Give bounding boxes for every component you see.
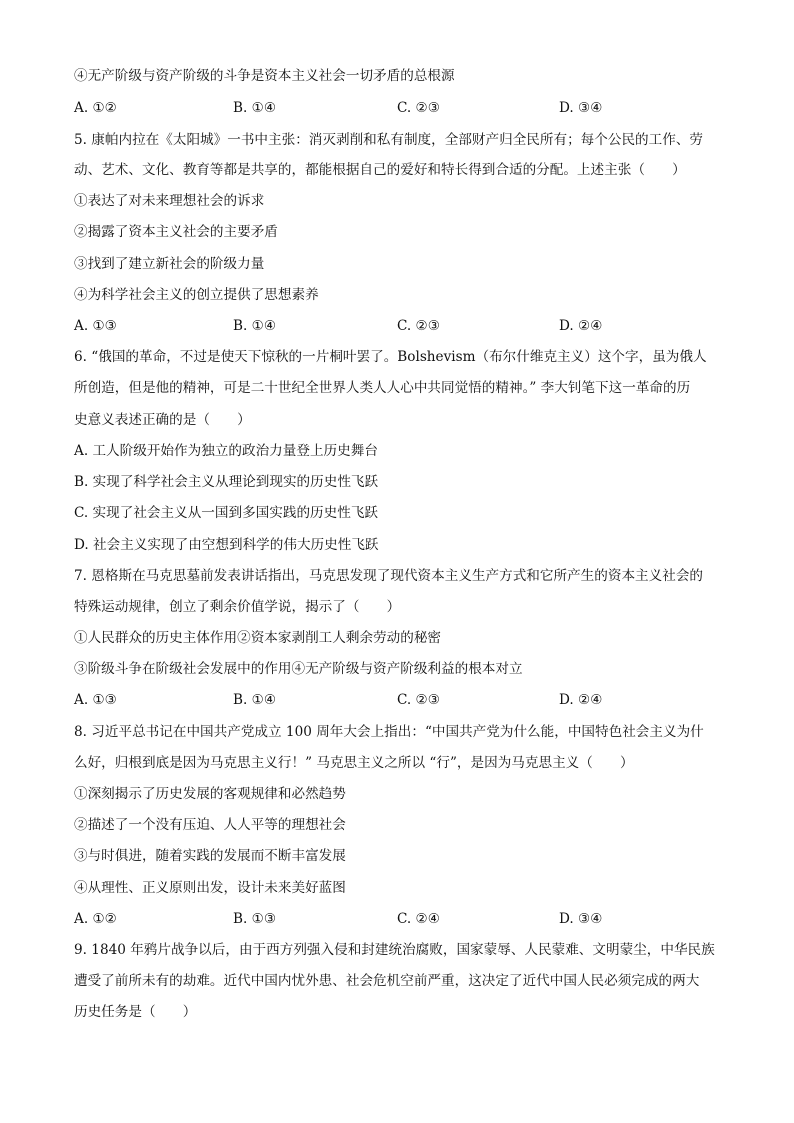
q5-option-a: A. ①③ bbox=[74, 318, 117, 334]
q6-option-b: B. 实现了科学社会主义从理论到现实的历史性飞跃 bbox=[74, 474, 379, 490]
q8-stem-line-1: 8. 习近平总书记在中国共产党成立 100 周年大会上指出：“中国共产党为什么能，中国特色社会主义为什 bbox=[74, 724, 704, 740]
q5-option-c: C. ②③ bbox=[397, 318, 440, 334]
q8-item-2: ②描述了一个没有压迫、人人平等的理想社会 bbox=[74, 817, 346, 833]
q8-option-c: C. ②④ bbox=[397, 911, 440, 927]
q4-item-4: ④无产阶级与资产阶级的斗争是资本主义社会一切矛盾的总根源 bbox=[74, 68, 455, 84]
q8-option-b: B. ①③ bbox=[233, 911, 277, 927]
q6-option-a: A. 工人阶级开始作为独立的政治力量登上历史舞台 bbox=[74, 443, 378, 459]
q9-stem-line-2: 遭受了前所未有的劫难。近代中国内忧外患、社会危机空前严重，这决定了近代中国人民必须完成的两大 bbox=[74, 973, 700, 989]
q7-stem-line-1: 7. 恩格斯在马克思墓前发表讲话指出，马克思发现了现代资本主义生产方式和它所产生的资本主义社会的 bbox=[74, 568, 704, 584]
q7-stem-line-2: 特殊运动规律，创立了剩余价值学说，揭示了（ ） bbox=[74, 599, 401, 615]
q8-stem-line-2: 么好，归根到底是因为马克思主义行！” 马克思主义之所以 “行”，是因为马克思主义（ ） bbox=[74, 755, 634, 771]
q5-item-4: ④为科学社会主义的创立提供了思想素养 bbox=[74, 287, 319, 303]
q6-stem-line-1: 6. “俄国的革命，不过是使天下惊秋的一片桐叶罢了。Bolshevism（布尔什维克主义）这个字，虽为俄人 bbox=[74, 349, 707, 365]
q5-stem-line-2: 动、艺术、文化、教育等都是共享的，都能根据自己的爱好和特长得到合适的分配。上述主张（ ） bbox=[74, 162, 686, 178]
q8-option-a: A. ①② bbox=[74, 911, 117, 927]
q6-stem-line-3: 史意义表述正确的是（ ） bbox=[74, 412, 251, 428]
q7-option-d: D. ②④ bbox=[559, 692, 603, 708]
q8-item-1: ①深刻揭示了历史发展的客观规律和必然趋势 bbox=[74, 786, 346, 802]
q5-item-3: ③找到了建立新社会的阶级力量 bbox=[74, 256, 265, 272]
q5-item-2: ②揭露了资本主义社会的主要矛盾 bbox=[74, 224, 278, 240]
q7-option-b: B. ①④ bbox=[233, 692, 277, 708]
q5-item-1: ①表达了对未来理想社会的诉求 bbox=[74, 193, 265, 209]
q9-stem-line-3: 历史任务是（ ） bbox=[74, 1004, 197, 1020]
q4-options bbox=[74, 98, 734, 118]
q5-option-b: B. ①④ bbox=[233, 318, 277, 334]
q6-stem-line-2: 所创造，但是他的精神，可是二十世纪全世界人类人人心中共同觉悟的精神。” 李大钊笔下这一革命的历 bbox=[74, 380, 691, 396]
q6-option-d: D. 社会主义实现了由空想到科学的伟大历史性飞跃 bbox=[74, 537, 379, 553]
q9-stem-line-1: 9. 1840 年鸦片战争以后，由于西方列强入侵和封建统治腐败，国家蒙辱、人民蒙难、文明蒙尘，中华民族 bbox=[74, 942, 715, 958]
q8-option-d: D. ③④ bbox=[559, 911, 603, 927]
q8-item-3: ③与时俱进，随着实践的发展而不断丰富发展 bbox=[74, 848, 346, 864]
q7-options bbox=[74, 690, 734, 710]
q7-items-line-1: ①人民群众的历史主体作用②资本家剥削工人剩余劳动的秘密 bbox=[74, 630, 442, 646]
q5-option-d: D. ②④ bbox=[559, 318, 603, 334]
q4-option-b: B. ①④ bbox=[233, 100, 277, 116]
q5-options bbox=[74, 316, 734, 336]
q5-stem-line-1: 5. 康帕内拉在《太阳城》一书中主张：消灭剥削和私有制度，全部财产归全民所有；每个公民的工作、劳 bbox=[74, 132, 704, 148]
q4-option-d: D. ③④ bbox=[559, 100, 603, 116]
q7-option-a: A. ①③ bbox=[74, 692, 117, 708]
q8-options bbox=[74, 909, 734, 929]
q7-option-c: C. ②③ bbox=[397, 692, 440, 708]
q8-item-4: ④从理性、正义原则出发，设计未来美好蓝图 bbox=[74, 880, 346, 896]
q7-items-line-2: ③阶级斗争在阶级社会发展中的作用④无产阶级与资产阶级利益的根本对立 bbox=[74, 661, 523, 677]
q4-option-c: C. ②③ bbox=[397, 100, 440, 116]
q4-option-a: A. ①② bbox=[74, 100, 117, 116]
q6-option-c: C. 实现了社会主义从一国到多国实践的历史性飞跃 bbox=[74, 505, 379, 521]
